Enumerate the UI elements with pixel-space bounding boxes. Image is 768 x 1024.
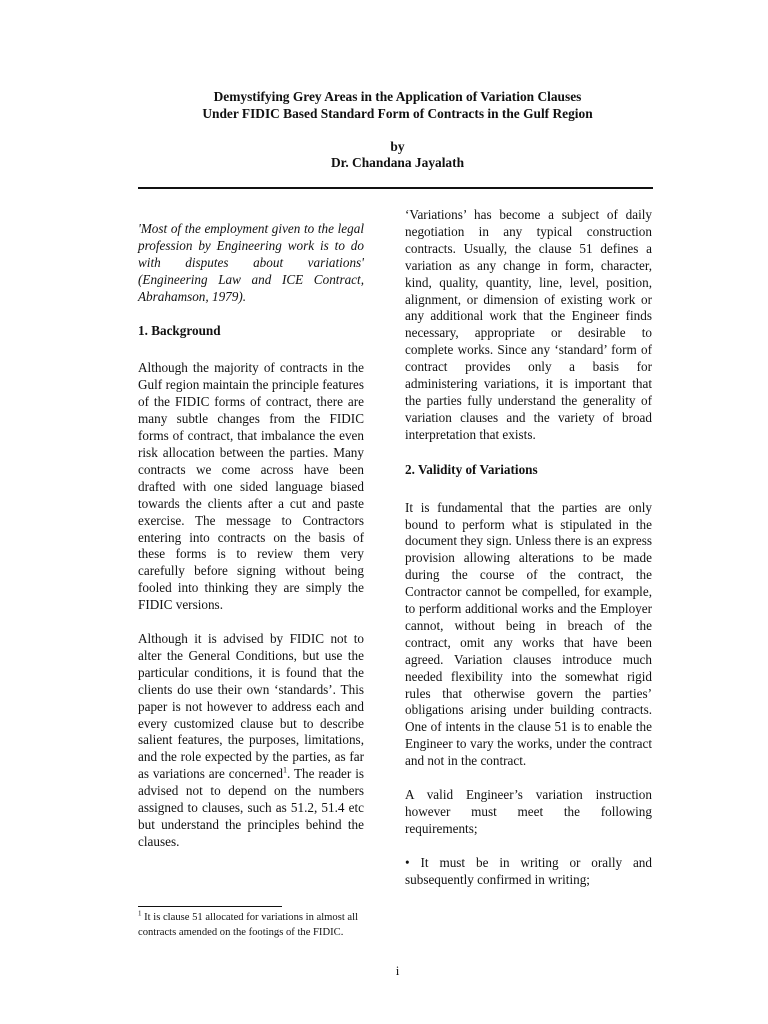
footnote-ref: 1 — [282, 765, 287, 775]
byline-by: by — [390, 139, 405, 154]
footnote-text: It is clause 51 allocated for variations in almost all contracts amended on the footings of the FIDIC. — [138, 912, 359, 938]
right-column — [405, 207, 652, 889]
background-paragraph-2 — [138, 631, 364, 851]
footnote-divider — [138, 906, 282, 907]
variations-paragraph: ‘Variations’ has become a subject of daily negotiation in any typical construction contracts. Usually, the clause 51 defines a variation as any change in form, character, kind, quality, quantity, line, level, position, alignment, or dimension of existing work or any additional work that the Engineer finds necessary, appropriate or desirable to complete works. Since any ‘standard’ form of contract provides only a basis for administering variations, it is important that the parties fully understand the generality of variation clauses and the variety of broad interpretation that exists. — [405, 207, 652, 442]
title-line-2: Under FIDIC Based Standard Form of Contracts in the Gulf Region — [202, 106, 593, 121]
title-line-1: Demystifying Grey Areas in the Application of Variation Clauses — [213, 89, 582, 104]
section-1-heading: 1. Background — [138, 322, 221, 338]
background-paragraph-2-tail: . The reader is advised not to depend on the numbers assigned to clauses, such as 51.2, 51.4 etc but understand the principles behind the clauses. — [138, 766, 364, 849]
requirements-intro: A valid Engineer’s variation instruction however must meet the following requirements; — [405, 787, 652, 836]
requirement-bullet-1: • It must be in writing or orally and subsequently confirmed in writing; — [405, 854, 652, 887]
epigraph-quote: 'Most of the employment given to the legal profession by Engineering work is to do with disputes about variations' (Engineering Law and ICE Contract, Abrahamson, 1979). — [138, 221, 364, 304]
background-paragraph-1: Although the majority of contracts in the Gulf region maintain the principle features of the FIDIC forms of contract, there are many subtle changes from the FIDIC forms of contract, that imbalance the even risk allocation between the parties. Many contracts we come across have been drafted with one sided language biased towards the clients after a cut and paste exercise. The message to Contractors entering into contracts on the basis of these forms is to review them very carefully before signing without being fooled into thinking they are simply the FIDIC versions. — [138, 360, 364, 613]
section-2-heading: 2. Validity of Variations — [405, 461, 538, 477]
background-paragraph-2-text: Although it is advised by FIDIC not to alter the General Conditions, but use the particular conditions, it is found that the clients do use their own ‘standards’. This paper is not however to address each and every customized clause but to describe salient features, the purposes, limitations, and the role expected by the parties, as far as variations are concerned — [138, 631, 364, 782]
page-number: i — [395, 963, 400, 978]
header-divider — [138, 187, 653, 189]
left-column — [138, 221, 364, 851]
footnote-marker: 1 — [138, 909, 142, 918]
validity-paragraph: It is fundamental that the parties are only bound to perform what is stipulated in the document they sign. Unless there is an express provision allowing alterations to be made during the course of the contract, the Contractor cannot be compelled, for example, to perform additional works and the Employer cannot, without being in breach of the contract, omit any works that have been agreed. Variation clauses introduce much needed flexibility into the somewhat rigid rules that otherwise govern the parties’ obligations arising under building contracts. One of intents in the clause 51 is to enable the Engineer to vary the works, under the contract and not in the contract. — [405, 499, 652, 769]
author-name: Dr. Chandana Jayalath — [330, 155, 465, 170]
footnote — [138, 910, 368, 940]
